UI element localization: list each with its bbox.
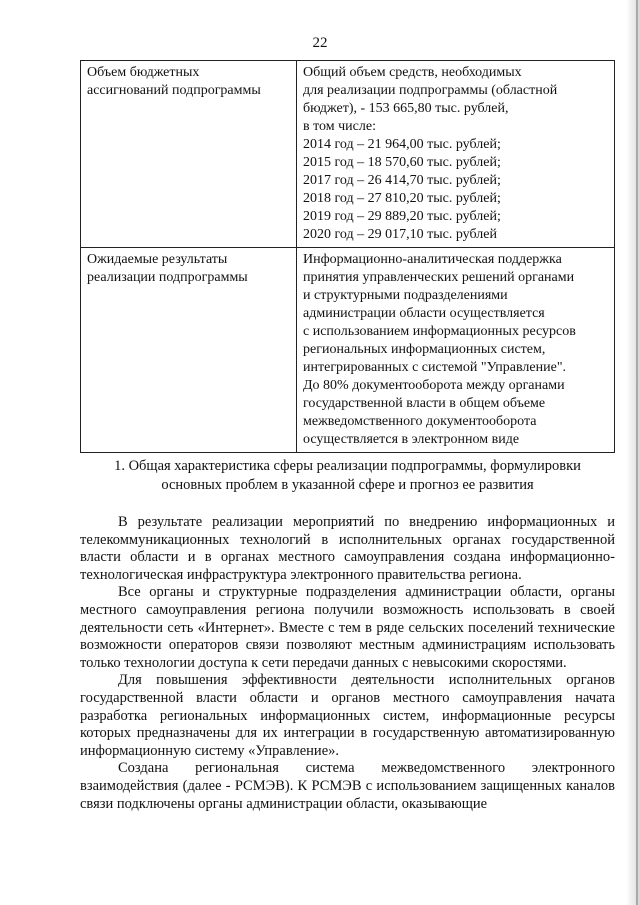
paragraph: Создана региональная система межведомственного электронного взаимодействия (далее - РСМЭВ). К РСМЭВ с использованием защищенных каналов связи подключены органы администрации области, оказывающие bbox=[80, 760, 615, 812]
cell-text-line: 2019 год – 29 889,20 тыс. рублей; bbox=[303, 209, 501, 224]
cell-text-line: Информационно-аналитическая поддержка bbox=[303, 252, 562, 267]
table-row bbox=[81, 248, 615, 453]
table-row bbox=[81, 61, 615, 248]
cell-text-line: интегрированных с системой "Управление". bbox=[303, 360, 567, 375]
cell-text-line: реализации подпрограммы bbox=[87, 270, 248, 285]
cell-text-line: 2017 год – 26 414,70 тыс. рублей; bbox=[303, 173, 501, 188]
cell-text-line: государственной власти в общем объеме bbox=[303, 396, 546, 411]
cell-text-line: для реализации подпрограммы (областной bbox=[303, 83, 558, 98]
scan-edge-line bbox=[636, 0, 638, 905]
cell-text-line: региональных информационных систем, bbox=[303, 342, 546, 357]
results-label-cell bbox=[81, 248, 297, 453]
cell-text-line: принятия управленческих решений органами bbox=[303, 270, 575, 285]
cell-text-line: ассигнований подпрограммы bbox=[87, 83, 261, 98]
cell-text-line: До 80% документооборота между органами bbox=[303, 378, 565, 393]
cell-text-line: бюджет), - 153 665,80 тыс. рублей, bbox=[303, 101, 509, 116]
section-heading-line: основных проблем в указанной сфере и прогноз ее развития bbox=[161, 477, 534, 493]
cell-text-line: 2014 год – 21 964,00 тыс. рублей; bbox=[303, 137, 501, 152]
cell-text-line: Общий объем средств, необходимых bbox=[303, 65, 522, 80]
cell-text-line: Объем бюджетных bbox=[87, 65, 200, 80]
results-content-cell bbox=[297, 248, 615, 453]
cell-text-line: и структурными подразделениями bbox=[303, 288, 508, 303]
cell-text-line: осуществляется в электронном виде bbox=[303, 432, 520, 447]
subprogram-passport-table bbox=[80, 60, 615, 453]
budget-content-cell bbox=[297, 61, 615, 248]
cell-text-line: с использованием информационных ресурсов bbox=[303, 324, 576, 339]
page-number: 22 bbox=[312, 35, 328, 51]
cell-text-line: 2018 год – 27 810,20 тыс. рублей; bbox=[303, 191, 501, 206]
budget-label-cell bbox=[81, 61, 297, 248]
cell-text-line: в том числе: bbox=[303, 119, 376, 134]
paragraph: В результате реализации мероприятий по внедрению информационных и телекоммуникационных технологий в исполнительных органах государственной власти области и в органах местного самоуправления создана информационно-технологическая инфраструктура электронного правительства региона. bbox=[80, 514, 615, 583]
body-text bbox=[80, 514, 615, 813]
cell-text-line: межведомственного документооборота bbox=[303, 414, 537, 429]
paragraph: Все органы и структурные подразделения администрации области, органы местного самоуправления региона получили возможность использовать в своей деятельности сеть «Интернет». Вместе с тем в ряде сельских поселений технические возможности операторов связи позволяют местным администрациям использовать только технологии доступа к сети передачи данных с невысокими скоростями. bbox=[80, 584, 615, 671]
cell-text-line: Ожидаемые результаты bbox=[87, 252, 228, 267]
cell-text-line: администрации области осуществляется bbox=[303, 306, 545, 321]
section-heading bbox=[80, 457, 615, 495]
cell-text-line: 2015 год – 18 570,60 тыс. рублей; bbox=[303, 155, 501, 170]
cell-text-line: 2020 год – 29 017,10 тыс. рублей bbox=[303, 227, 497, 242]
section-heading-line: 1. Общая характеристика сферы реализации подпрограммы, формулировки bbox=[114, 458, 581, 474]
paragraph: Для повышения эффективности деятельности исполнительных органов государственной власти области и органов местного самоуправления начата разработка региональных информационных систем, информационные ресурсы которых предназначены для их интеграции в государственную автоматизированную информационную систему «Управление». bbox=[80, 672, 615, 759]
